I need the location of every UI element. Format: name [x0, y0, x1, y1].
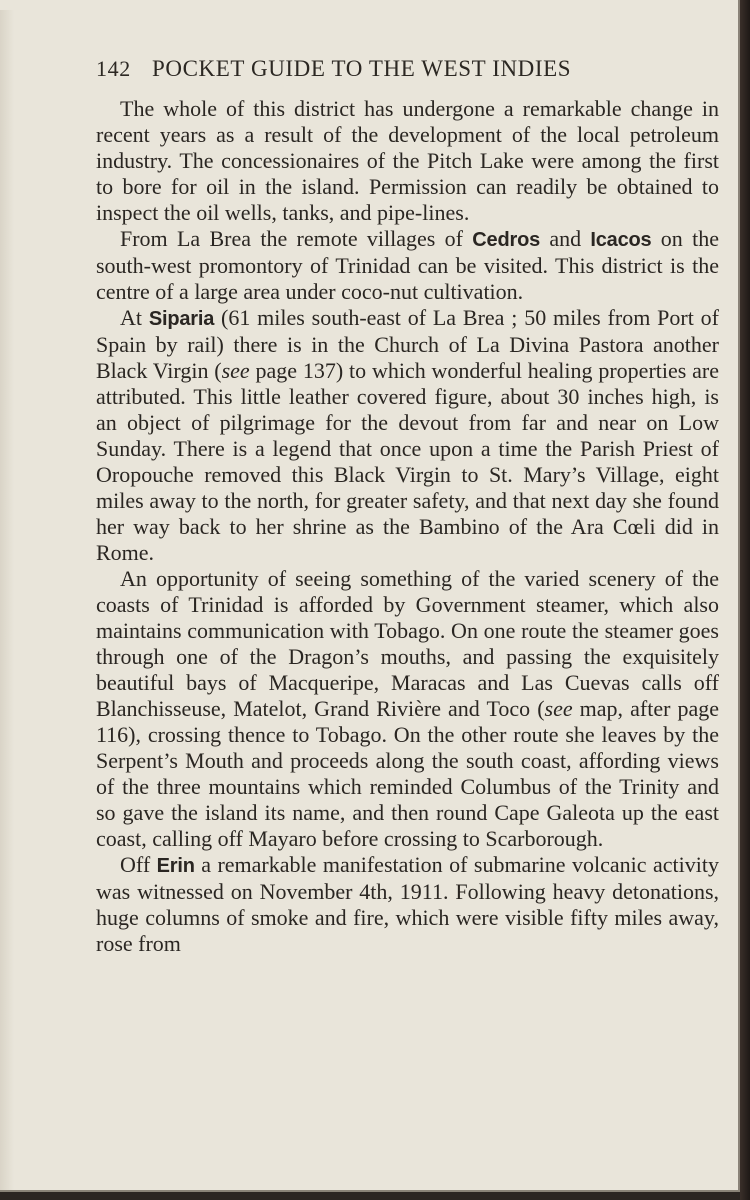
paragraph-steamer: An opportunity of seeing something of the varied scenery of the coasts of Trinidad is afforded by Government steamer, which also maintains communication with Tobago. On one route the steamer goes through one of the Dragon’s mouths, and passing the exquisitely beautiful bays of Macqueripe, Maracas and Las Cuevas calls off Blanchisseuse, Matelot, Grand Rivière and Toco (see map, after page 116), crossing thence to Tobago. On the other route she leaves by the Serpent’s Mouth and proceeds along the south coast, affording views of the three mountains which reminded Columbus of the Trinity and so gave the island its name, and then round Cape Galeota up the east coast, calling off Mayaro before crossing to Scarborough. — [96, 566, 720, 851]
book-spine-edge — [740, 0, 750, 1200]
page-number: 142 — [96, 56, 131, 81]
place-name-icacos: Icacos — [590, 229, 652, 251]
page-edge-shadow — [0, 10, 14, 1190]
running-head — [96, 56, 718, 88]
paragraph-erin: Off Erin a remarkable manifestation of submarine volcanic activity was witnessed on November 4th, 1911. Following heavy detonations, huge columns of smoke and fire, which were visible fifty miles away, rose from — [96, 852, 719, 956]
paragraph-siparia: At Siparia (61 miles south-east of La Brea ; 50 miles from Port of Spain by rail) there is in the Church of La Divina Pastora another Black Virgin (see page 137) to which wonderful healing properties are attributed. This little leather covered figure, about 30 inches high, is an object of pilgrimage for the devout from far and near on Low Sunday. There is a legend that once upon a time the Parish Priest of Oropouche removed this Black Virgin to St. Mary’s Village, eight miles away to the north, for greater safety, and that next day she found her way back to her shrine as the Bambino of the Ara Cœli did in Rome. — [96, 305, 720, 565]
running-title: POCKET GUIDE TO THE WEST INDIES — [152, 56, 572, 81]
place-name-siparia: Siparia — [148, 308, 215, 330]
body-text — [96, 96, 719, 957]
see-reference: see — [544, 696, 573, 721]
place-name-erin: Erin — [156, 855, 195, 877]
paragraph-cedros-icacos: From La Brea the remote villages of Cedros and Icacos on the south-west promontory of Trinidad can be visited. This district is the centre of a large area under coco-nut cultivation. — [96, 226, 719, 304]
see-reference: see — [221, 358, 250, 383]
place-name-cedros: Cedros — [472, 229, 541, 251]
paragraph-oil-industry: The whole of this district has undergone a remarkable change in recent years as a result of the development of the local petroleum industry. The concessionaires of the Pitch Lake were among the first to bore for oil in the island. Permission can readily be obtained to inspect the oil wells, tanks, and pipe-lines. — [96, 96, 719, 225]
